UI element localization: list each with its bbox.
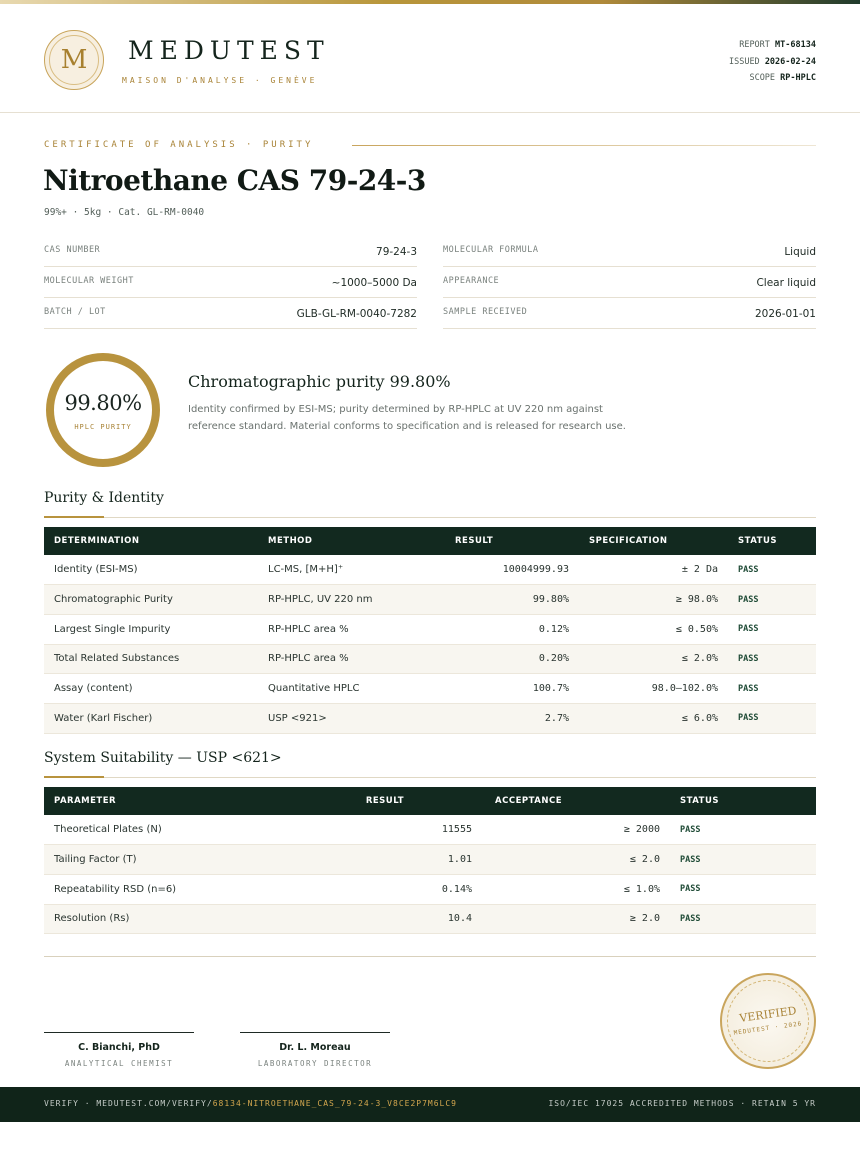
cell-result: 1.01 [294, 845, 482, 875]
table-row [44, 874, 816, 904]
purity-table [44, 527, 816, 734]
column-header: RESULT [455, 536, 494, 546]
cell-result: 0.14% [294, 874, 482, 904]
property-row [443, 236, 816, 267]
properties-left [44, 236, 417, 329]
column-header: DETERMINATION [54, 536, 140, 546]
cell-determination: Water (Karl Fischer) [44, 703, 258, 733]
status-badge: PASS [670, 815, 816, 845]
verify-link[interactable] [44, 1099, 457, 1108]
properties-right [443, 236, 816, 329]
verify-prefix: VERIFY · MEDUTEST.COM/VERIFY/ [44, 1099, 213, 1108]
property-label: MOLECULAR FORMULA [443, 245, 539, 255]
property-row [443, 267, 816, 298]
section-title-suitability: System Suitability — USP <621> [44, 750, 282, 766]
cell-method: RP-HPLC area % [258, 614, 445, 644]
property-value: 79-24-3 [376, 246, 417, 258]
column-header: RESULT [365, 796, 404, 806]
signatory-role: LABORATORY DIRECTOR [257, 1059, 373, 1068]
product-subtitle: 99%+ · 5kg · Cat. GL-RM-0040 [44, 207, 205, 218]
cell-result: 2.7% [445, 703, 579, 733]
cell-result: 0.12% [445, 614, 579, 644]
section-title-purity: Purity & Identity [44, 490, 164, 506]
cell-determination: Largest Single Impurity [44, 614, 258, 644]
brand-tagline: MAISON D'ANALYSE · GENÈVE [122, 76, 318, 85]
status-badge: PASS [728, 703, 816, 733]
cell-result: 10.4 [294, 904, 482, 934]
cell-parameter: Resolution (Rs) [44, 904, 294, 934]
cell-acceptance: ≥ 2.0 [482, 904, 670, 934]
seal-text: VERIFIED [738, 1004, 798, 1025]
column-header: STATUS [738, 536, 778, 546]
brand-logo [44, 30, 104, 90]
property-label: BATCH / LOT [44, 307, 106, 317]
table-row [44, 555, 816, 585]
table-row [44, 904, 816, 934]
property-label: CAS NUMBER [44, 245, 101, 255]
purity-label: HPLC PURITY [74, 423, 132, 431]
cell-method: USP <921> [258, 703, 445, 733]
property-row [44, 236, 417, 267]
cell-method: RP-HPLC area % [258, 644, 445, 674]
property-label: SAMPLE RECEIVED [443, 307, 528, 317]
issued-date: 2026-02-24 [764, 56, 816, 67]
status-badge: PASS [670, 845, 816, 875]
scope-label: SCOPE [749, 73, 776, 83]
cell-acceptance: ≤ 2.0 [482, 845, 670, 875]
cell-determination: Chromatographic Purity [44, 585, 258, 615]
signatory-role: ANALYTICAL CHEMIST [64, 1059, 174, 1068]
purity-ring [46, 353, 160, 467]
property-value: Liquid [784, 246, 816, 258]
cell-parameter: Tailing Factor (T) [44, 845, 294, 875]
column-header: PARAMETER [54, 796, 117, 806]
report-label: REPORT [739, 40, 770, 50]
status-badge: PASS [728, 674, 816, 704]
top-accent-bar [0, 0, 860, 4]
status-badge: PASS [670, 904, 816, 934]
column-header: STATUS [680, 796, 720, 806]
verified-seal [720, 973, 816, 1069]
signature-block [240, 1032, 390, 1068]
cell-specification: 98.0–102.0% [579, 674, 728, 704]
cell-result: 11555 [294, 815, 482, 845]
status-badge: PASS [670, 874, 816, 904]
status-badge: PASS [728, 644, 816, 674]
table-row [44, 703, 816, 733]
signature-block [44, 1032, 194, 1068]
section-accent [44, 516, 104, 518]
cell-result: 100.7% [445, 674, 579, 704]
property-value: GLB-GL-RM-0040-7282 [296, 308, 417, 320]
cell-acceptance: ≤ 1.0% [482, 874, 670, 904]
section-rule [44, 777, 816, 778]
scope-value: RP-HPLC [780, 73, 816, 83]
signature-divider [44, 956, 816, 957]
cell-determination: Identity (ESI-MS) [44, 555, 258, 585]
status-badge: PASS [728, 555, 816, 585]
section-rule [44, 517, 816, 518]
header-divider [0, 112, 860, 113]
cell-specification: ≤ 2.0% [579, 644, 728, 674]
property-label: MOLECULAR WEIGHT [44, 276, 134, 286]
property-row [44, 267, 417, 298]
purity-heading: Chromatographic purity 99.80% [188, 372, 451, 391]
property-value: ~1000–5000 Da [331, 277, 417, 289]
cell-determination: Assay (content) [44, 674, 258, 704]
verify-code: 68134-NITROETHANE_CAS_79-24-3_V8CE2P7M6LC9 [212, 1099, 457, 1108]
cell-result: 0.20% [445, 644, 579, 674]
certificate-eyebrow: CERTIFICATE OF ANALYSIS · PURITY [44, 140, 314, 150]
table-header-row [44, 787, 816, 815]
section-accent [44, 776, 104, 778]
property-value: Clear liquid [756, 277, 816, 289]
cell-parameter: Repeatability RSD (n=6) [44, 874, 294, 904]
cell-method: LC-MS, [M+H]⁺ [258, 555, 445, 585]
status-badge: PASS [728, 614, 816, 644]
property-row [443, 298, 816, 329]
table-row [44, 845, 816, 875]
report-meta [729, 37, 816, 87]
property-row [44, 298, 417, 329]
cell-determination: Total Related Substances [44, 644, 258, 674]
brand-name: MEDUTEST [128, 36, 330, 65]
seal-subtext: MEDUTEST · 2026 [733, 1020, 803, 1037]
table-row [44, 674, 816, 704]
column-header: SPECIFICATION [589, 536, 668, 546]
table-row [44, 585, 816, 615]
signatory-name: C. Bianchi, PhD [78, 1042, 160, 1053]
suitability-table [44, 787, 816, 934]
table-header-row [44, 527, 816, 555]
cell-method: Quantitative HPLC [258, 674, 445, 704]
table-row [44, 644, 816, 674]
table-row [44, 614, 816, 644]
column-header: ACCEPTANCE [495, 796, 562, 806]
logo-letter: M [60, 45, 88, 75]
cell-specification: ≥ 98.0% [579, 585, 728, 615]
property-label: APPEARANCE [443, 276, 500, 286]
cell-acceptance: ≥ 2000 [482, 815, 670, 845]
purity-description: Identity confirmed by ESI-MS; purity determined by RP-HPLC at UV 220 nm against reference standard. Material conforms to specification and is released for research use. [188, 404, 626, 432]
table-row [44, 815, 816, 845]
page-title: Nitroethane CAS 79-24-3 [43, 164, 426, 197]
cell-specification: ≤ 6.0% [579, 703, 728, 733]
cell-specification: ± 2 Da [579, 555, 728, 585]
cell-result: 10004999.93 [445, 555, 579, 585]
issued-label: ISSUED [728, 56, 760, 67]
purity-value: 99.80% [64, 391, 142, 415]
footer-bar [0, 1087, 860, 1122]
cell-specification: ≤ 0.50% [579, 614, 728, 644]
accreditation-note: ISO/IEC 17025 ACCREDITED METHODS · RETAIN 5 YR [548, 1099, 816, 1108]
report-number: MT-68134 [775, 40, 816, 50]
eyebrow-rule [352, 145, 816, 146]
column-header: METHOD [268, 536, 313, 546]
signatory-name: Dr. L. Moreau [279, 1042, 351, 1053]
property-value: 2026-01-01 [754, 308, 816, 320]
cell-method: RP-HPLC, UV 220 nm [258, 585, 445, 615]
status-badge: PASS [728, 585, 816, 615]
cell-parameter: Theoretical Plates (N) [44, 815, 294, 845]
cell-result: 99.80% [445, 585, 579, 615]
